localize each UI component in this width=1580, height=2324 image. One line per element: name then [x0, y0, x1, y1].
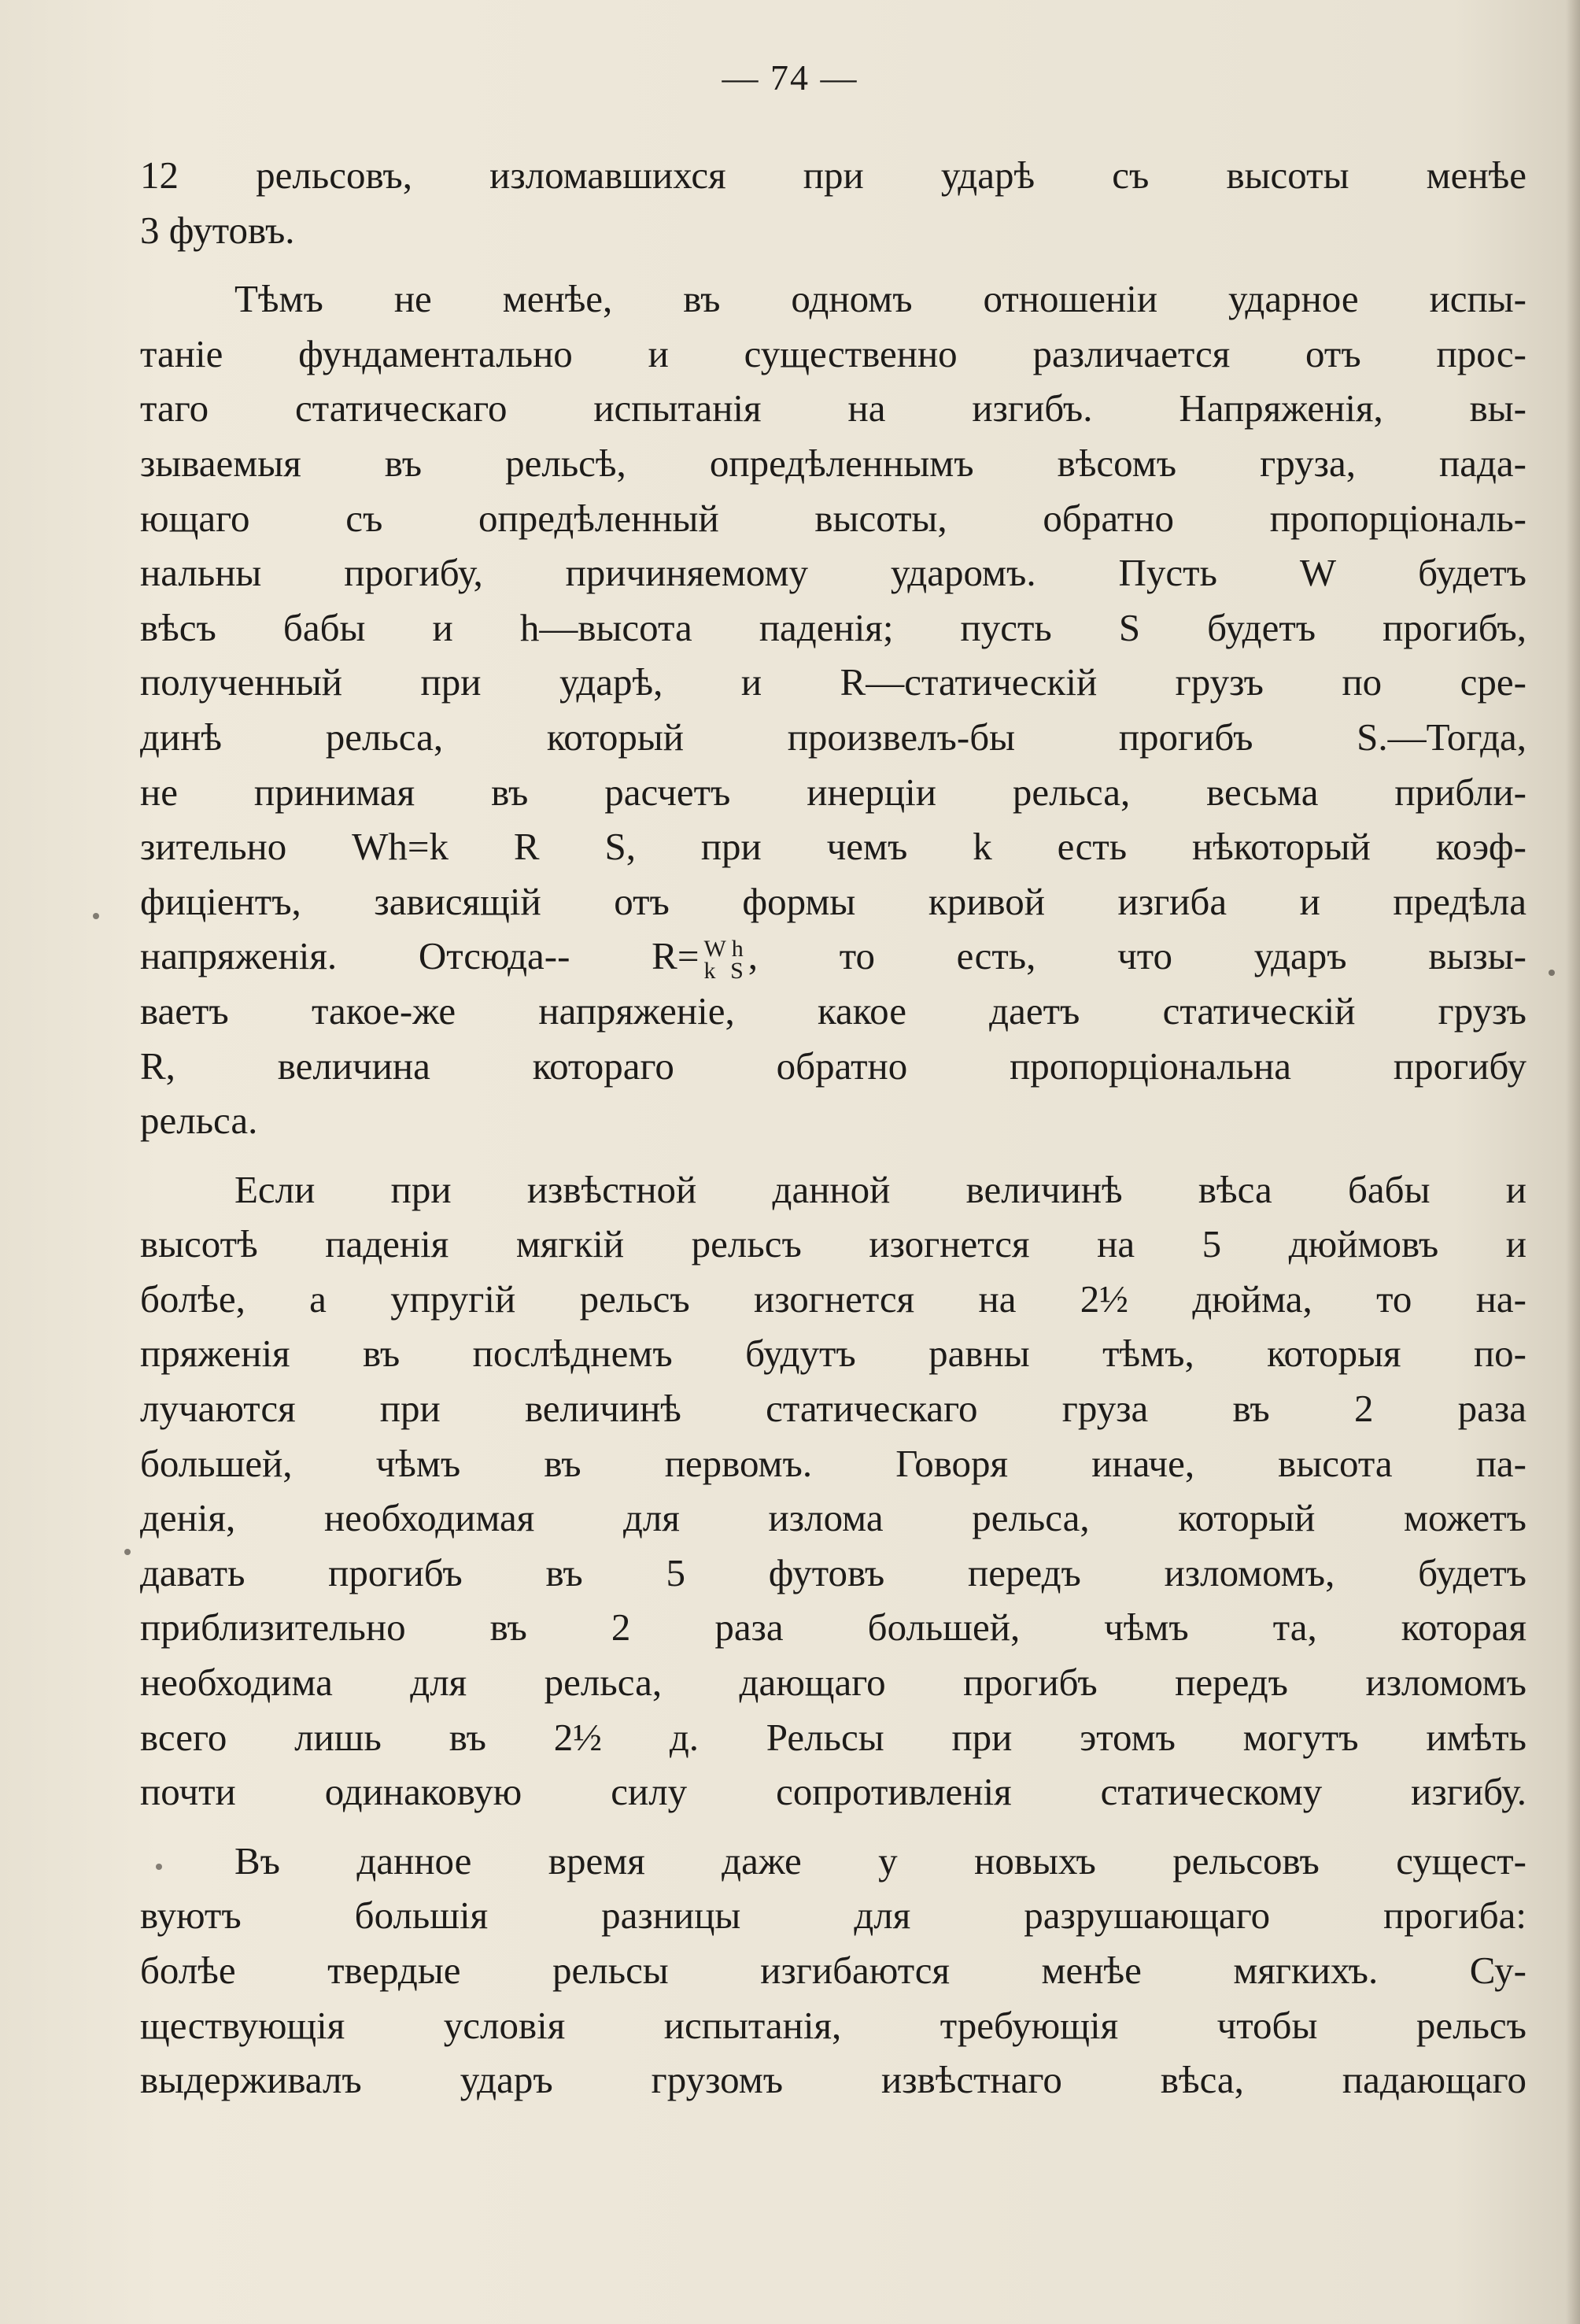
text-line: 3 футовъ. [140, 208, 295, 252]
text-line: давать прогибъ въ 5 футовъ передъ изломомъ, будетъ [140, 1550, 1526, 1594]
text-line: вуютъ большія разницы для разрушающаго прогиба: [140, 1894, 1526, 1938]
formula-tail: , то есть, что ударъ вызы- [748, 934, 1526, 978]
print-speck [1549, 970, 1555, 976]
print-speck [93, 913, 99, 919]
text-line: Если при извѣстной данной величинѣ вѣса бабы и [234, 1167, 1526, 1211]
text-line: полученный при ударѣ, и R—статическій грузъ по сре- [140, 660, 1526, 704]
text-line: Тѣмъ не менѣе, въ одномъ отношеніи ударное испы- [234, 277, 1526, 321]
print-speck [124, 1549, 131, 1555]
text-line: ваетъ такое-же напряженіе, какое даетъ статическій грузъ [140, 988, 1526, 1033]
page-number: — 74 — [722, 57, 858, 98]
formula-denominator: k S [703, 958, 744, 985]
text-line: высотѣ паденія мягкій рельсъ изогнется на 5 дюймовъ и [140, 1222, 1526, 1266]
text-line: зываемыя въ рельсѣ, опредѣленнымъ вѣсомъ груза, пада- [140, 441, 1526, 485]
body-text [140, 148, 1526, 2108]
page-edge-shadow [1566, 0, 1580, 2324]
text-line: ющаго съ опредѣленный высоты, обратно пропорціональ- [140, 496, 1526, 540]
text-line: ществующія условія испытанія, требующія чтобы рельсъ [140, 2003, 1526, 2047]
text-line: лучаются при величинѣ статическаго груза въ 2 раза [140, 1387, 1526, 1431]
text-line: не принимая въ расчетъ инерціи рельса, весьма прибли- [140, 770, 1526, 814]
text-line: нальны прогибу, причиняемому ударомъ. Пусть W будетъ [140, 551, 1526, 595]
text-line: таго статическаго испытанія на изгибъ. Напряженія, вы- [140, 386, 1526, 430]
text-line: таніе фундаментально и существенно различается отъ прос- [140, 331, 1526, 375]
text-line: необходима для рельса, дающаго прогибъ передъ изломомъ [140, 1661, 1526, 1705]
text-line: выдерживалъ ударъ грузомъ извѣстнаго вѣса, падающаго [140, 2058, 1526, 2102]
text-line: рельса. [140, 1099, 258, 1143]
text-line: вѣсъ бабы и h—высота паденія; пусть S будетъ прогибъ, [140, 605, 1526, 649]
text-line: пряженія въ послѣднемъ будутъ равны тѣмъ, которыя по- [140, 1332, 1526, 1376]
text-line: динѣ рельса, который произвелъ-бы прогибъ S.—Тогда, [140, 715, 1526, 759]
text-line: почти одинаковую силу сопротивленія статическому изгибу. [140, 1770, 1526, 1814]
formula-numerator: W h [703, 936, 744, 962]
text-line: R, величина котораго обратно пропорціональна прогибу [140, 1044, 1526, 1088]
text-line: болѣе твердые рельсы изгибаются менѣе мягкихъ. Су- [140, 1949, 1526, 1992]
text-line: болѣе, а упругій рельсъ изогнется на 2½ дюйма, то на- [140, 1277, 1526, 1321]
text-line: приблизительно въ 2 раза большей, чѣмъ та, которая [140, 1605, 1526, 1650]
formula-prefix: напряженія. Отсюда-- R= [140, 934, 700, 978]
text-line: Въ данное время даже у новыхъ рельсовъ сущест- [234, 1838, 1526, 1882]
text-line: денія, необходимая для излома рельса, который можетъ [140, 1496, 1526, 1540]
text-line: зительно Wh=k R S, при чемъ k есть нѣкоторый коэф- [140, 825, 1526, 869]
text-line: фиціентъ, зависящій отъ формы кривой изгиба и предѣла [140, 879, 1526, 923]
text-line: 12 рельсовъ, изломавшихся при ударѣ съ высоты менѣе [140, 153, 1526, 197]
text-line: большей, чѣмъ въ первомъ. Говоря иначе, высота па- [140, 1441, 1526, 1485]
formula-fraction [703, 936, 744, 985]
print-speck [156, 1864, 162, 1870]
text-line: всего лишь въ 2½ д. Рельсы при этомъ могутъ имѣть [140, 1715, 1526, 1759]
formula-line [140, 929, 1526, 984]
